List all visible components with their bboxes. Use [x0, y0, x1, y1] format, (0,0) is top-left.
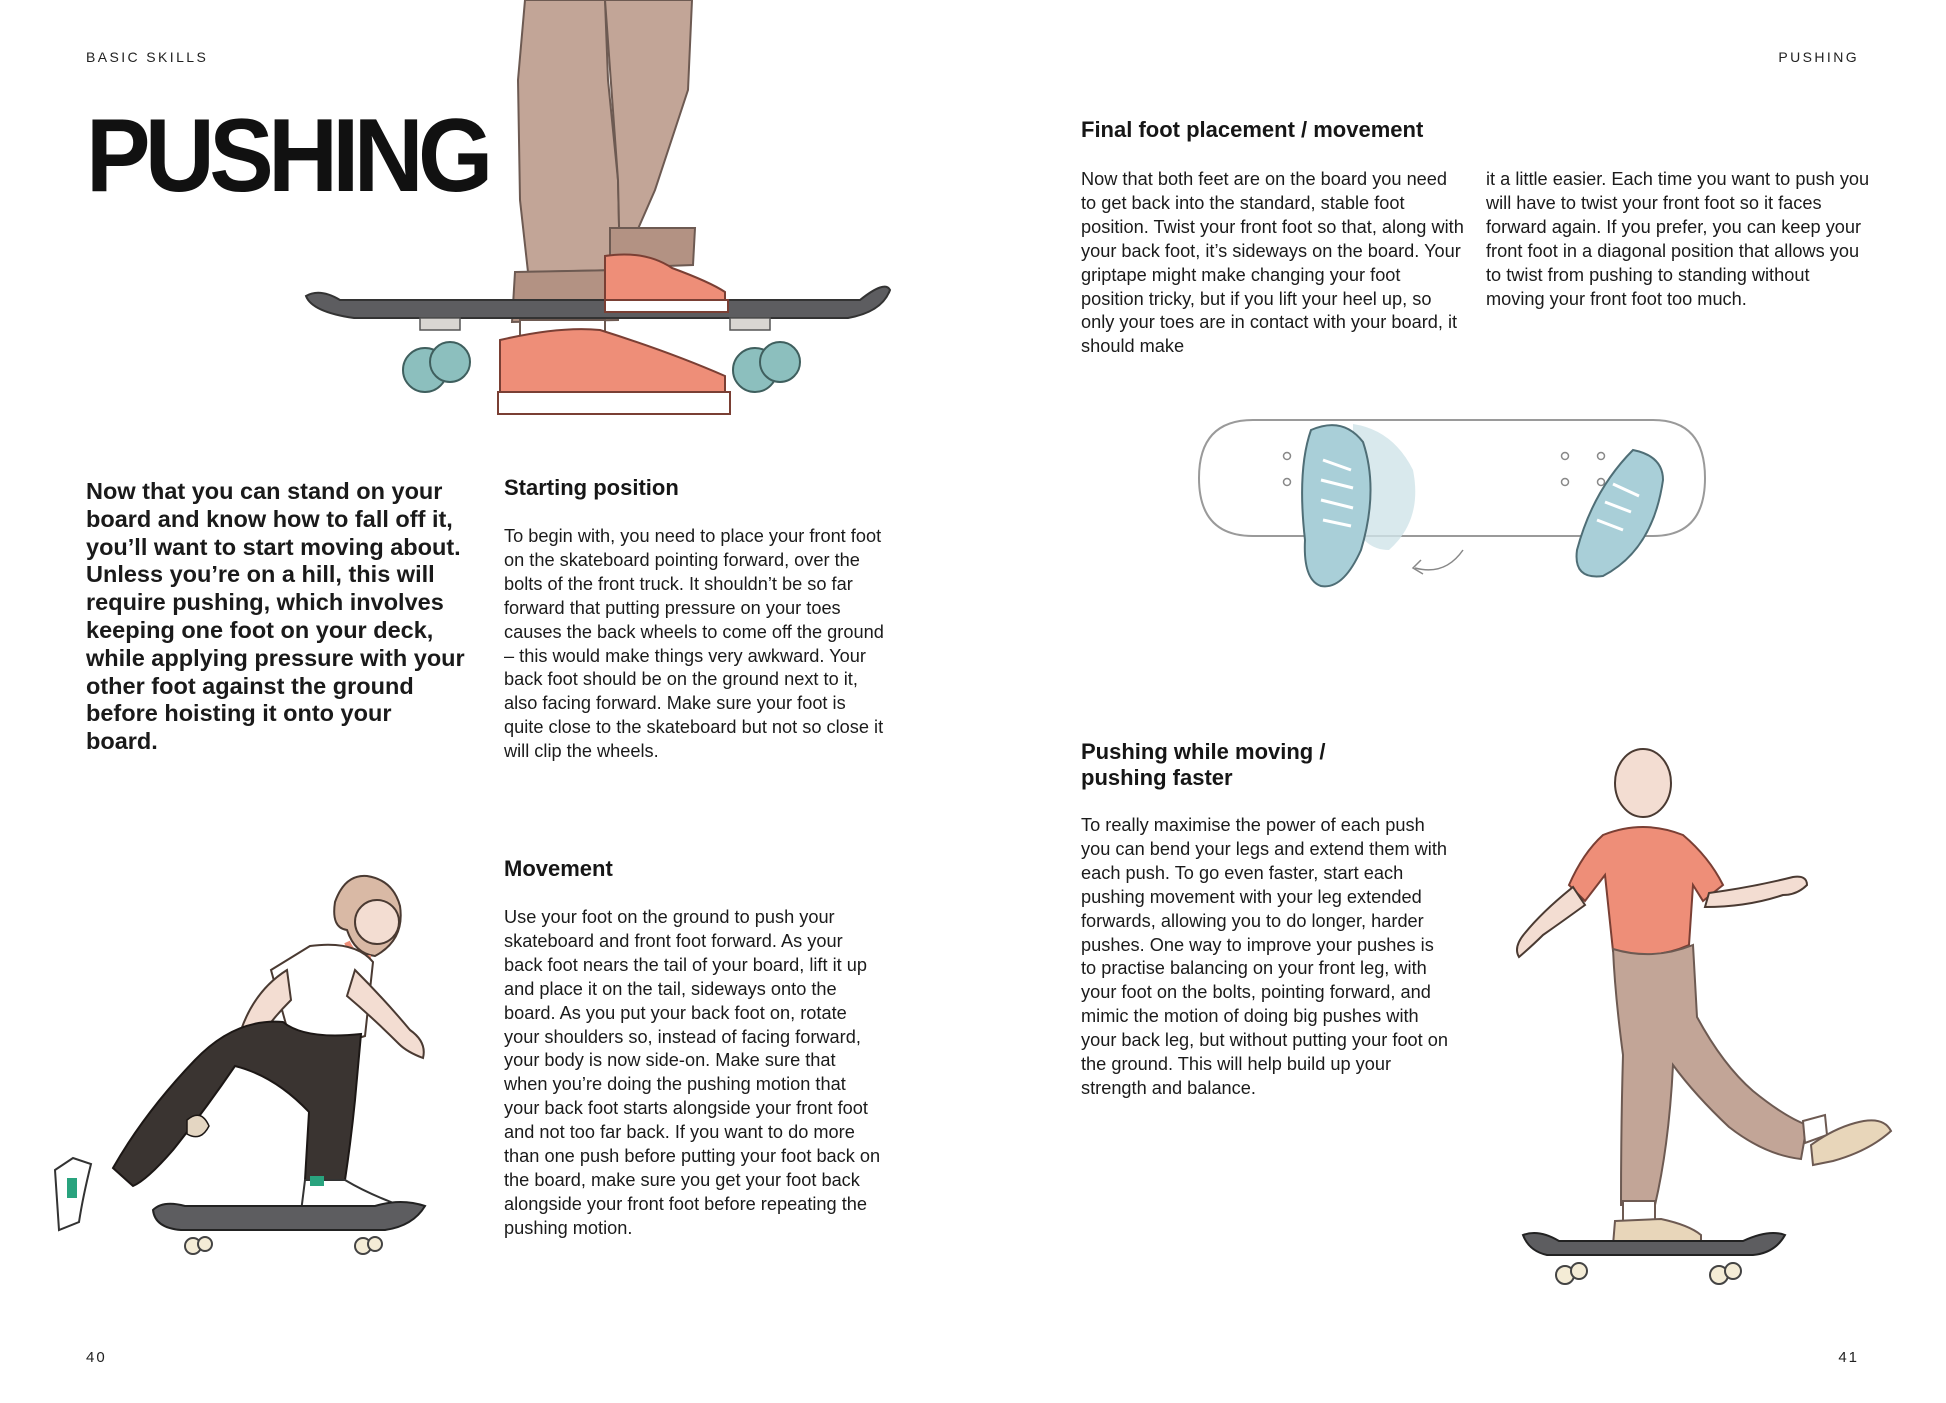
standing-on-board-illustration: [300, 0, 900, 430]
page-title: PUSHING: [86, 98, 488, 214]
right-page: [973, 0, 1946, 1403]
running-head-left: BASIC SKILLS: [86, 49, 209, 65]
final-foot-body-col2: it a little easier. Each time you want to push you will have to twist your front foot so it faces forward again. If you prefer, you can keep your front foot in a diagonal position that allows you to twist from pushing to standing without moving your front foot too much.: [1486, 169, 1870, 309]
movement-body: Use your foot on the ground to push your skateboard and front foot forward. As your back foot nears the tail of your board, lift it up and place it on the tail, sideways onto the board. As you put your back foot on, rotate your shoulders so, instead of facing forward, your body is now side-on. Make sure that when you’re doing the pushing motion that your back foot starts alongside your front foot and not too far back. If you want to do more than one push before putting your foot back on the board, make sure you get your foot back alongside your front foot before repeating the pushing motion.: [504, 907, 881, 1238]
page-number-left: 40: [86, 1349, 107, 1366]
heading-line-1: Pushing while moving /: [1081, 739, 1326, 764]
intro-paragraph: Now that you can stand on your board and know how to fall off it, you’ll want to start moving about. Unless you’re on a hill, this will require pushing, which involves keeping one foot on your deck, while applying pressure with your other foot against the ground before hoisting it onto your board.: [86, 478, 465, 755]
starting-position-heading: Starting position: [504, 475, 679, 500]
running-head-right: PUSHING: [1778, 49, 1859, 65]
pushing-while-moving-body: To really maximise the power of each push you can bend your legs and extend them with each push. To go even faster, start each pushing movement with your leg extended forwards, allowing you to do longer, harder pushes. One way to improve your pushes is to practise balancing on your front leg, with your foot on the bolts, pointing forward, and mimic the motion of doing big pushes with your back leg, but without putting your foot on the ground. This will help build up your strength and balance.: [1081, 815, 1449, 1098]
top-view-feet-illustration: [1193, 400, 1713, 650]
starting-position-body: To begin with, you need to place your front foot on the skateboard pointing forward, over the bolts of the front truck. It shouldn’t be so far forward that putting pressure on your toes causes the back wheels to come off the ground – this would make things very awkward. Your back foot should be on the ground next to it, also facing forward. Make sure your foot is quite close to the skateboard but not so close it will clip the wheels.: [504, 526, 884, 762]
movement-heading: Movement: [504, 856, 613, 881]
final-foot-body-col1: Now that both feet are on the board you need to get back into the standard, stable foot position. Twist your front foot so that, along with your back foot, it’s sideways on the board. Your griptape might make changing your foot position tricky, but if you lift your heel up, so only your toes are in contact with your board, it should make: [1081, 169, 1464, 357]
man-pushing-illustration: [1393, 735, 1873, 1335]
page-number-right: 41: [1838, 1349, 1859, 1366]
girl-pushing-illustration: [55, 850, 495, 1270]
heading-line-2: pushing faster: [1081, 765, 1233, 790]
final-foot-heading: Final foot placement / movement: [1081, 117, 1424, 142]
